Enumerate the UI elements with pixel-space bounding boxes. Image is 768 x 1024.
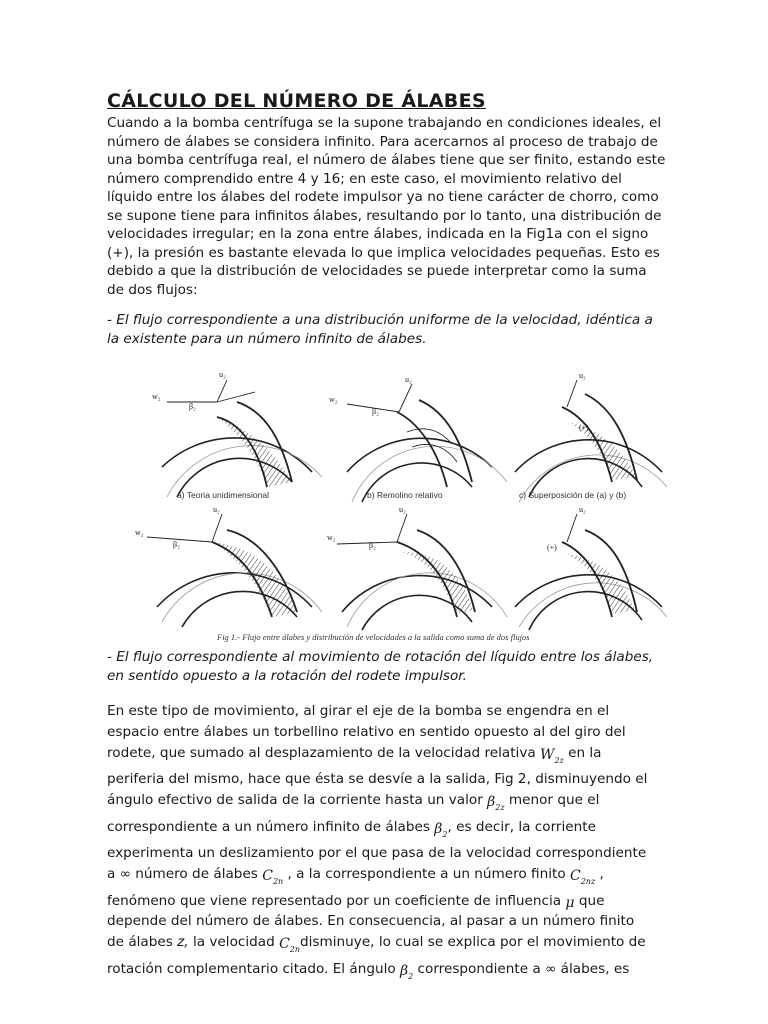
label-beta2-b: β₂ [372, 407, 379, 416]
document-page [107, 88, 667, 985]
symbol-w2z: $W_{2z}$ [540, 746, 564, 765]
text-span: rotación complementario citado. El ángulo [107, 960, 396, 977]
flow-uniform-paragraph: - El flujo correspondiente a una distribución uniforme de la velocidad, idéntica a la existente para un número infinito de álabes. [107, 312, 653, 347]
label-u2-e: u₂ [399, 505, 406, 514]
label-w2-e: w₂ [327, 533, 336, 542]
text-line [107, 864, 667, 891]
symbol-beta2: $\beta_2$ [434, 820, 448, 839]
text-line: espacio entre álabes un torbellino relativo en sentido opuesto al del giro del [107, 723, 626, 740]
caption-c: c) Superposición de (a) y (b) [519, 490, 627, 500]
diagram-b-top [347, 384, 507, 502]
text-line: depende del número de álabes. En consecuencia, al pasar a un número finito [107, 913, 635, 930]
flow-rotation-paragraph: - El flujo correspondiente al movimiento de rotación del líquido entre los álabes, en sentido opuesto a la rotación del rodete impulsor. [107, 649, 654, 684]
label-beta2-d: β₂ [173, 540, 180, 549]
text-line [107, 959, 667, 986]
symbol-beta2z: $\beta_{2z}$ [487, 793, 505, 812]
text-span: a ∞ número de álabes [107, 865, 258, 882]
diagram-a-bottom [147, 514, 322, 627]
label-u2-f: u₂ [579, 505, 586, 514]
label-w2-a: w₂ [152, 392, 161, 401]
caption-b: b) Remolino relativo [367, 490, 443, 500]
diagram-b-bottom [337, 514, 507, 630]
text-span: menor que el [508, 791, 600, 808]
text-line [107, 891, 667, 912]
label-plus-c: (+) [579, 423, 589, 432]
diagram-c-bottom [515, 514, 667, 630]
text-line [107, 817, 667, 844]
label-u2-c: u₂ [579, 371, 586, 380]
label-u2-d: u₂ [213, 505, 220, 514]
text-span: la velocidad [192, 934, 275, 951]
symbol-c2nz: $C_{2nz}$ [569, 867, 596, 886]
label-w2-b: w₂ [329, 395, 338, 404]
symbol-beta2-b: $\beta_2$ [400, 962, 414, 981]
text-span: rodete, que sumado al desplazamiento de la velocidad relativa [107, 744, 536, 761]
caption-a: a) Teoria unidimensional [177, 490, 269, 500]
text-span: correspondiente a ∞ álabes, es [417, 960, 630, 977]
diagram-c-top [515, 380, 667, 502]
text-span: en la [568, 744, 602, 761]
text-line: experimenta un deslizamiento por el que pasa de la velocidad correspondiente [107, 845, 647, 862]
text-line [107, 932, 667, 959]
text-span: fenómeno que viene representado por un coeficiente de influencia [107, 892, 562, 909]
label-beta2-a: β₂ [189, 402, 196, 411]
symbol-z: z, [177, 934, 189, 951]
intro-paragraph: Cuando a la bomba centrífuga se la supone trabajando en condiciones ideales, el número de álabes se considera infinito. Para acercarnos al proceso de trabajo de una bomba centrífuga real, el número de álabes tiene que ser finito, estando este número comprendido entre 4 y 16; en este caso, el movimiento relativo del líquido entre los álabes del rodete impulsor ya no tiene carácter de chorro, como se supone tiene para infinitos álabes, resultando por lo tanto, una distribución de velocidades irregular; en la zona entre álabes, indicada en la Fig1a con el signo (+), la presión es bastante elevada lo que implica velocidades pequeñas. Esto es debido a que la distribución de velocidades se puede interpretar como la suma de dos flujos: [107, 115, 666, 298]
text-line: periferia del mismo, hace que ésta se desvíe a la salida, Fig 2, disminuyendo el [107, 771, 648, 788]
diagram-a-top [162, 380, 322, 497]
text-span: ángulo efectivo de salida de la corriente hasta un valor [107, 791, 483, 808]
text-span: , [599, 865, 604, 882]
symbol-c2n: $C_{2n}$ [262, 867, 284, 886]
label-u2-a: u₂ [219, 370, 226, 379]
page-title: CÁLCULO DEL NÚMERO DE ÁLABES [107, 90, 486, 112]
text-span: , a la correspondiente a un número finito [287, 865, 566, 882]
label-plus-f: (+) [547, 543, 557, 552]
text-span: disminuye, lo cual se explica por el movimiento de [300, 934, 646, 951]
text-span: , es decir, la corriente [447, 818, 596, 835]
text-line: En este tipo de movimiento, al girar el eje de la bomba se engendra en el [107, 703, 610, 719]
text-span: correspondiente a un número infinito de álabes [107, 818, 430, 835]
body-paragraph [107, 701, 667, 985]
label-beta2-e: β₂ [369, 541, 376, 550]
text-line [107, 790, 667, 817]
symbol-mu: μ [565, 894, 575, 911]
text-line [107, 743, 667, 770]
label-u2-b: u₂ [405, 375, 412, 384]
text-span: de álabes [107, 934, 173, 951]
label-w2-d: w₂ [135, 528, 144, 537]
figure-blade-flow [107, 362, 667, 644]
symbol-c2n-b: $C_{2n}$ [279, 936, 301, 954]
blade-flow-diagrams [107, 362, 667, 644]
figure-caption: Fig 1.- Flujo entre álabes y distribución de velocidades a la salida como suma de dos flujos [217, 632, 530, 642]
text-span: que [578, 892, 605, 909]
